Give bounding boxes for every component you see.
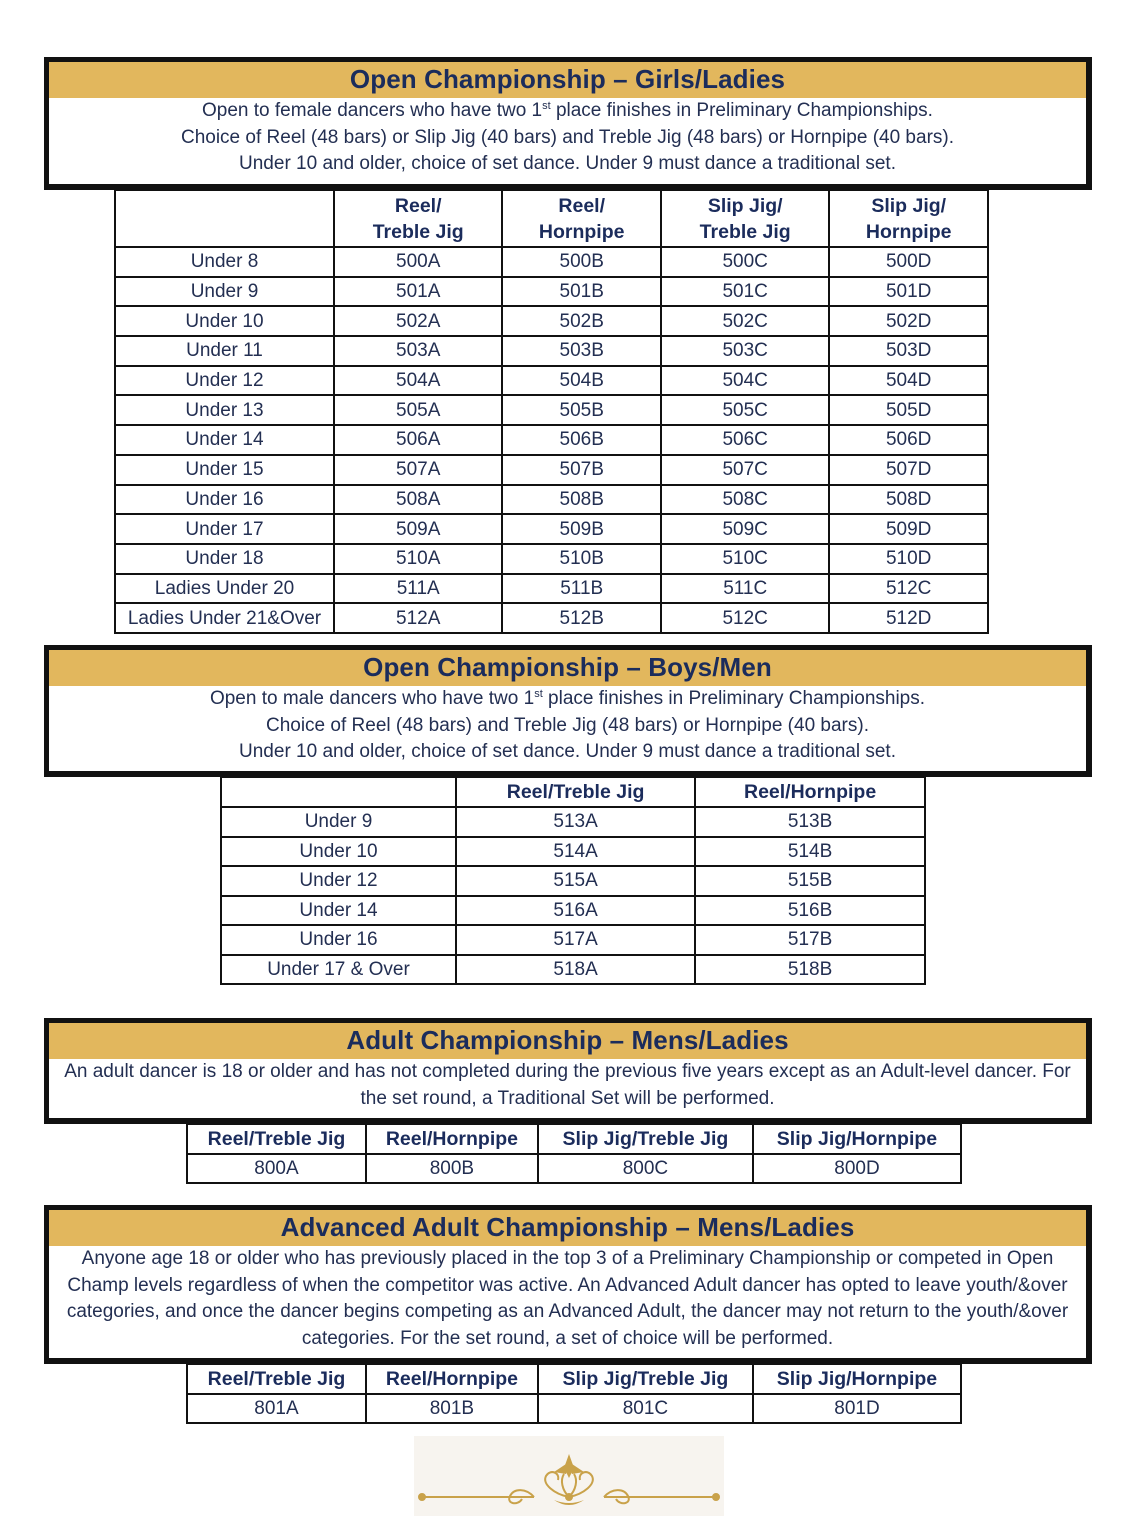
age-group-label: Ladies Under 20: [115, 574, 334, 604]
age-group-label: Under 10: [221, 837, 456, 867]
competition-code: 518A: [456, 955, 695, 985]
column-header: Reel/ Treble Jig: [334, 190, 502, 247]
age-group-label: Under 18: [115, 544, 334, 574]
column-header: Slip Jig/ Hornpipe: [829, 190, 988, 247]
competition-code: 515A: [456, 866, 695, 896]
competition-code: 516A: [456, 896, 695, 926]
section-title: Adult Championship – Mens/Ladies: [49, 1023, 1086, 1059]
gold-flourish-divider-icon: [414, 1436, 724, 1516]
competition-code: 515B: [695, 866, 925, 896]
competition-code: 801A: [187, 1394, 366, 1423]
table-row: [115, 306, 988, 336]
competition-code: 504B: [502, 366, 661, 396]
table-header-row: [187, 1124, 961, 1154]
section-title: Open Championship – Boys/Men: [49, 650, 1086, 686]
table-row: [115, 603, 988, 633]
age-group-label: Under 14: [221, 896, 456, 926]
competition-code: 503D: [829, 336, 988, 366]
competition-code: 801D: [753, 1394, 961, 1423]
column-header: Slip Jig/Treble Jig: [538, 1364, 753, 1394]
column-header: Reel/Treble Jig: [187, 1124, 366, 1154]
competition-code: 502B: [502, 306, 661, 336]
competition-code: 800B: [366, 1154, 538, 1183]
table-header-row: [115, 190, 988, 247]
competition-code: 502C: [661, 306, 829, 336]
competition-code: 509C: [661, 514, 829, 544]
table-row: [115, 574, 988, 604]
competition-code: 512A: [334, 603, 502, 633]
competition-code: 512C: [661, 603, 829, 633]
competition-code: 517A: [456, 925, 695, 955]
competition-code: 510D: [829, 544, 988, 574]
column-header: Slip Jig/ Treble Jig: [661, 190, 829, 247]
competition-code: 507C: [661, 455, 829, 485]
column-header: Reel/ Hornpipe: [502, 190, 661, 247]
girls-competition-table: [114, 189, 989, 634]
competition-code: 507D: [829, 455, 988, 485]
section-title: Advanced Adult Championship – Mens/Ladies: [49, 1210, 1086, 1246]
age-group-label: Under 9: [221, 807, 456, 837]
table-header-row: [221, 777, 925, 807]
competition-code: 505C: [661, 395, 829, 425]
competition-code: 502D: [829, 306, 988, 336]
competition-code: 500B: [502, 247, 661, 277]
competition-code: 501B: [502, 277, 661, 307]
table-row: [221, 925, 925, 955]
table-row: [221, 807, 925, 837]
competition-code: 512D: [829, 603, 988, 633]
competition-code: 514B: [695, 837, 925, 867]
competition-code: 510A: [334, 544, 502, 574]
competition-code: 800D: [753, 1154, 961, 1183]
age-group-label: Under 12: [115, 366, 334, 396]
table-row: [115, 247, 988, 277]
flourish-svg: [414, 1436, 724, 1516]
competition-code: 517B: [695, 925, 925, 955]
section-description: An adult dancer is 18 or older and has not completed during the previous five years except as an Adult-level dancer. For the set round, a Traditional Set will be performed.: [64, 1061, 1071, 1109]
adult-competition-table: [186, 1123, 962, 1184]
table-row: [115, 395, 988, 425]
boys-competition-table: [220, 776, 926, 985]
table-row: [115, 366, 988, 396]
table-header-row: [187, 1364, 961, 1394]
competition-code: 501C: [661, 277, 829, 307]
column-header: Reel/Treble Jig: [456, 777, 695, 807]
competition-code: 801C: [538, 1394, 753, 1423]
competition-code: 516B: [695, 896, 925, 926]
age-group-header: [115, 190, 334, 247]
competition-code: 506C: [661, 425, 829, 455]
competition-code: 511C: [661, 574, 829, 604]
competition-code: 505D: [829, 395, 988, 425]
age-group-label: Under 14: [115, 425, 334, 455]
age-group-header: [221, 777, 456, 807]
table-row: [115, 277, 988, 307]
competition-code: 502A: [334, 306, 502, 336]
competition-code: 503B: [502, 336, 661, 366]
advanced-adult-competition-table: [186, 1363, 962, 1424]
competition-code: 501A: [334, 277, 502, 307]
competition-code: 508A: [334, 485, 502, 515]
age-group-label: Under 17 & Over: [221, 955, 456, 985]
competition-code: 503C: [661, 336, 829, 366]
competition-code: 500A: [334, 247, 502, 277]
competition-code: 509A: [334, 514, 502, 544]
competition-code: 506B: [502, 425, 661, 455]
competition-code: 512C: [829, 574, 988, 604]
competition-code: 800A: [187, 1154, 366, 1183]
competition-code: 507A: [334, 455, 502, 485]
table-row: [115, 455, 988, 485]
section-description: Open to female dancers who have two 1st place finishes in Preliminary Championships. Choice of Reel (48 bars) or Slip Jig (40 bars) and Treble Jig (48 bars) or Hornpipe (40 bars). Under 10 and older, choice of set dance. Under 9 must dance a traditional set.: [180, 100, 955, 174]
competition-code: 512B: [502, 603, 661, 633]
age-group-label: Under 9: [115, 277, 334, 307]
age-group-label: Under 16: [221, 925, 456, 955]
column-header: Reel/Hornpipe: [695, 777, 925, 807]
table-row: [115, 425, 988, 455]
competition-code: 500D: [829, 247, 988, 277]
competition-code: 500C: [661, 247, 829, 277]
competition-code: 508C: [661, 485, 829, 515]
competition-code: 509D: [829, 514, 988, 544]
competition-code: 507B: [502, 455, 661, 485]
table-row: [187, 1394, 961, 1423]
table-row: [221, 866, 925, 896]
competition-code: 503A: [334, 336, 502, 366]
competition-code: 514A: [456, 837, 695, 867]
competition-code: 800C: [538, 1154, 753, 1183]
age-group-label: Under 17: [115, 514, 334, 544]
section-advanced-adult: [44, 1205, 1092, 1364]
table-row: [115, 514, 988, 544]
competition-code: 510B: [502, 544, 661, 574]
column-header: Slip Jig/Hornpipe: [753, 1124, 961, 1154]
age-group-label: Under 11: [115, 336, 334, 366]
competition-code: 513A: [456, 807, 695, 837]
column-header: Reel/Hornpipe: [366, 1364, 538, 1394]
age-group-label: Under 15: [115, 455, 334, 485]
age-group-label: Under 16: [115, 485, 334, 515]
table-row: [221, 837, 925, 867]
competition-code: 506D: [829, 425, 988, 455]
competition-code: 501D: [829, 277, 988, 307]
section-description: Open to male dancers who have two 1st place finishes in Preliminary Championships. Choice of Reel (48 bars) and Treble Jig (48 bars) or Hornpipe (40 bars). Under 10 and older, choice of set dance. Under 9 must dance a traditional set.: [209, 688, 926, 762]
competition-code: 505A: [334, 395, 502, 425]
competition-code: 506A: [334, 425, 502, 455]
section-open-girls: [44, 57, 1092, 190]
competition-code: 504D: [829, 366, 988, 396]
age-group-label: Under 12: [221, 866, 456, 896]
age-group-label: Under 13: [115, 395, 334, 425]
column-header: Slip Jig/Hornpipe: [753, 1364, 961, 1394]
table-row: [221, 955, 925, 985]
competition-code: 513B: [695, 807, 925, 837]
age-group-label: Ladies Under 21&Over: [115, 603, 334, 633]
competition-code: 511B: [502, 574, 661, 604]
competition-code: 511A: [334, 574, 502, 604]
table-row: [115, 485, 988, 515]
section-description: Anyone age 18 or older who has previously placed in the top 3 of a Preliminary Championship or competed in Open Champ levels regardless of when the competitor was active. An Advanced Adult dancer has opted to leave youth/&over categories, and once the dancer begins competing as an Advanced Adult, the dancer may not return to the youth/&over categories. For the set round, a set of choice will be performed.: [66, 1248, 1069, 1349]
competition-code: 508B: [502, 485, 661, 515]
table-row: [187, 1154, 961, 1183]
column-header: Reel/Hornpipe: [366, 1124, 538, 1154]
table-row: [115, 544, 988, 574]
age-group-label: Under 8: [115, 247, 334, 277]
age-group-label: Under 10: [115, 306, 334, 336]
competition-code: 504C: [661, 366, 829, 396]
competition-code: 508D: [829, 485, 988, 515]
competition-code: 504A: [334, 366, 502, 396]
competition-code: 505B: [502, 395, 661, 425]
section-open-boys: [44, 645, 1092, 777]
table-row: [221, 896, 925, 926]
column-header: Reel/Treble Jig: [187, 1364, 366, 1394]
section-adult: [44, 1018, 1092, 1124]
competition-code: 510C: [661, 544, 829, 574]
competition-code: 509B: [502, 514, 661, 544]
table-row: [115, 336, 988, 366]
competition-code: 518B: [695, 955, 925, 985]
section-title: Open Championship – Girls/Ladies: [49, 62, 1086, 98]
column-header: Slip Jig/Treble Jig: [538, 1124, 753, 1154]
competition-code: 801B: [366, 1394, 538, 1423]
